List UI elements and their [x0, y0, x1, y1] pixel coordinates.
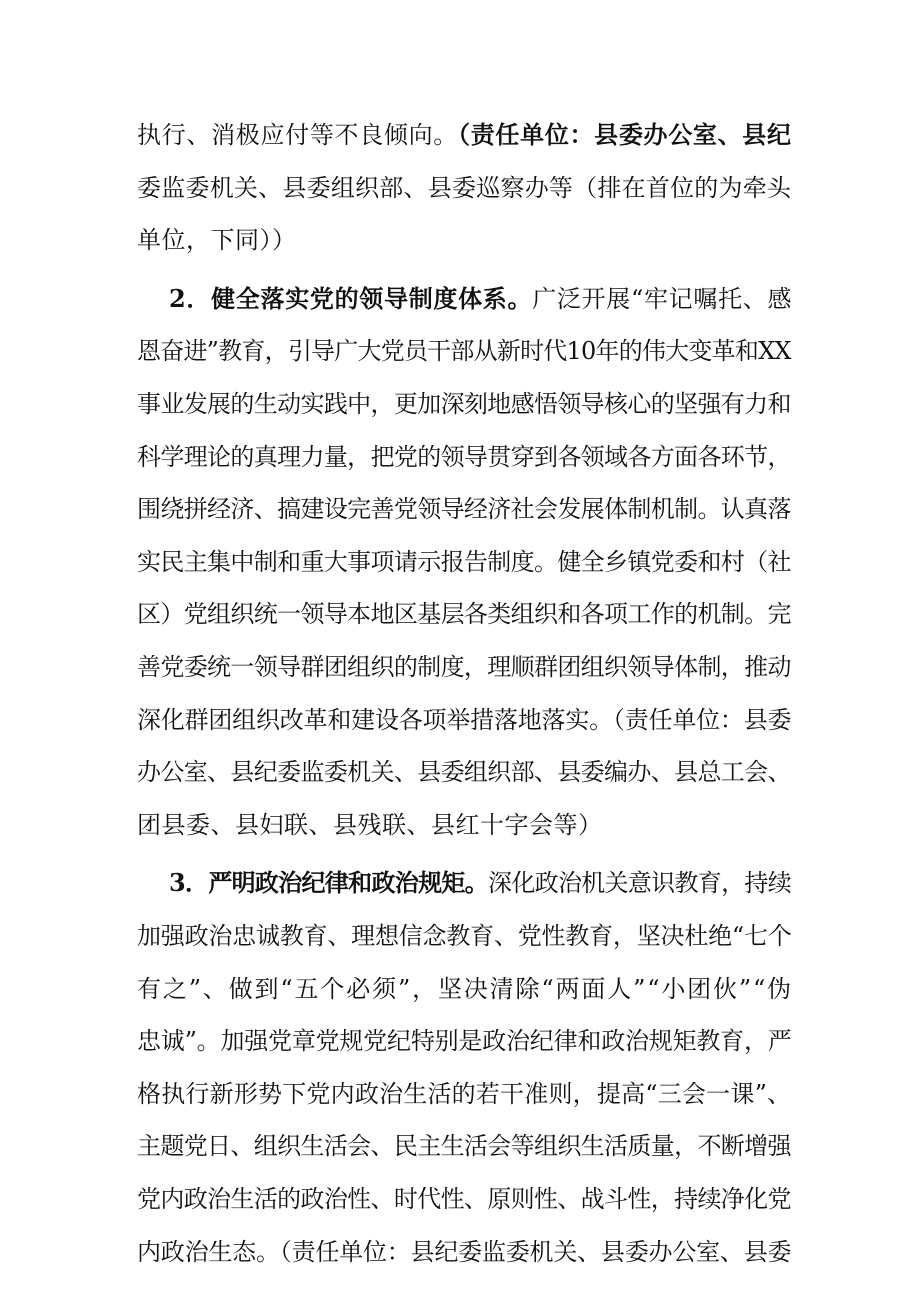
body-text: 围绕拼经济、搞建设完善党领导经济社会发展体制机制。认真落 — [137, 495, 791, 523]
heading-text: 2．健全落实党的领导制度体系。 — [169, 284, 533, 313]
text-line — [137, 336, 791, 366]
body-text: 恩奋进”教育，引导广大党员干部从新时代10年的伟大变革和XX — [137, 337, 791, 365]
text-line — [137, 652, 791, 682]
text-line — [137, 1184, 791, 1214]
body-text: 区）党组织统一领导本地区基层各类组织和各项工作的机制。完 — [137, 600, 791, 628]
body-text: 单位，下同）） — [137, 226, 297, 254]
body-text: 格执行新形势下党内政治生活的若干准则，提高“三会一课”、 — [137, 1080, 792, 1108]
body-text: 广泛开展“牢记嘱托、感 — [532, 285, 793, 313]
text-line — [137, 921, 792, 951]
heading-text: （责任单位：县委办公室、县纪 — [458, 120, 792, 149]
text-line — [137, 974, 793, 1004]
body-text: 主题党日、组织生活会、民主生活会等组织生活质量，不断增强 — [137, 1132, 791, 1160]
body-text: 善党委统一领导群团组织的制度，理顺群团组织领导体制，推动 — [137, 653, 791, 681]
body-text: 委监委机关、县委组织部、县委巡察办等（排在首位的为牵头 — [137, 174, 792, 202]
text-line — [137, 494, 791, 524]
heading-text: 3．严明政治纪律和政治规矩。 — [169, 868, 489, 897]
text-line — [169, 868, 791, 898]
text-line — [169, 284, 792, 314]
text-line — [137, 547, 791, 577]
text-line — [137, 810, 603, 840]
text-line — [137, 757, 791, 787]
body-text: 有之”、做到“五个必须”，坚决清除“两面人”“小团伙”“伪 — [137, 975, 794, 1003]
text-line — [137, 389, 791, 419]
text-line — [137, 1079, 791, 1109]
body-text: 忠诚”。加强党章党规党纪特别是政治纪律和政治规矩教育，严 — [137, 1027, 792, 1055]
body-text: 实民主集中制和重大事项请示报告制度。健全乡镇党委和村（社 — [137, 548, 791, 576]
text-line — [137, 225, 297, 255]
body-text: 办公室、县纪委监委机关、县委组织部、县委编办、县总工会、 — [137, 758, 791, 786]
body-text: 深化群团组织改革和建设各项举措落地落实。（责任单位：县委 — [137, 706, 792, 734]
body-text: 科学理论的真理力量，把党的领导贯穿到各领域各方面各环节， — [137, 443, 791, 471]
body-text: 党内政治生活的政治性、时代性、原则性、战斗性，持续净化党 — [137, 1185, 791, 1213]
text-line — [137, 120, 792, 150]
text-line — [137, 599, 791, 629]
text-line — [137, 1237, 791, 1267]
body-text: 加强政治忠诚教育、理想信念教育、党性教育，坚决杜绝“七个 — [137, 922, 792, 950]
text-line — [137, 705, 791, 735]
text-line — [137, 1026, 792, 1056]
body-text: 内政治生态。（责任单位：县纪委监委机关、县委办公室、县委 — [137, 1238, 792, 1266]
body-text: 执行、消极应付等不良倾向。 — [137, 121, 458, 149]
body-text: 事业发展的生动实践中，更加深刻地感悟领导核心的坚强有力和 — [137, 390, 791, 418]
text-line — [137, 173, 791, 203]
body-text: 深化政治机关意识教育，持续 — [488, 869, 792, 897]
body-text: 团县委、县妇联、县残联、县红十字会等） — [137, 811, 603, 839]
text-line — [137, 442, 791, 472]
text-line — [137, 1131, 791, 1161]
